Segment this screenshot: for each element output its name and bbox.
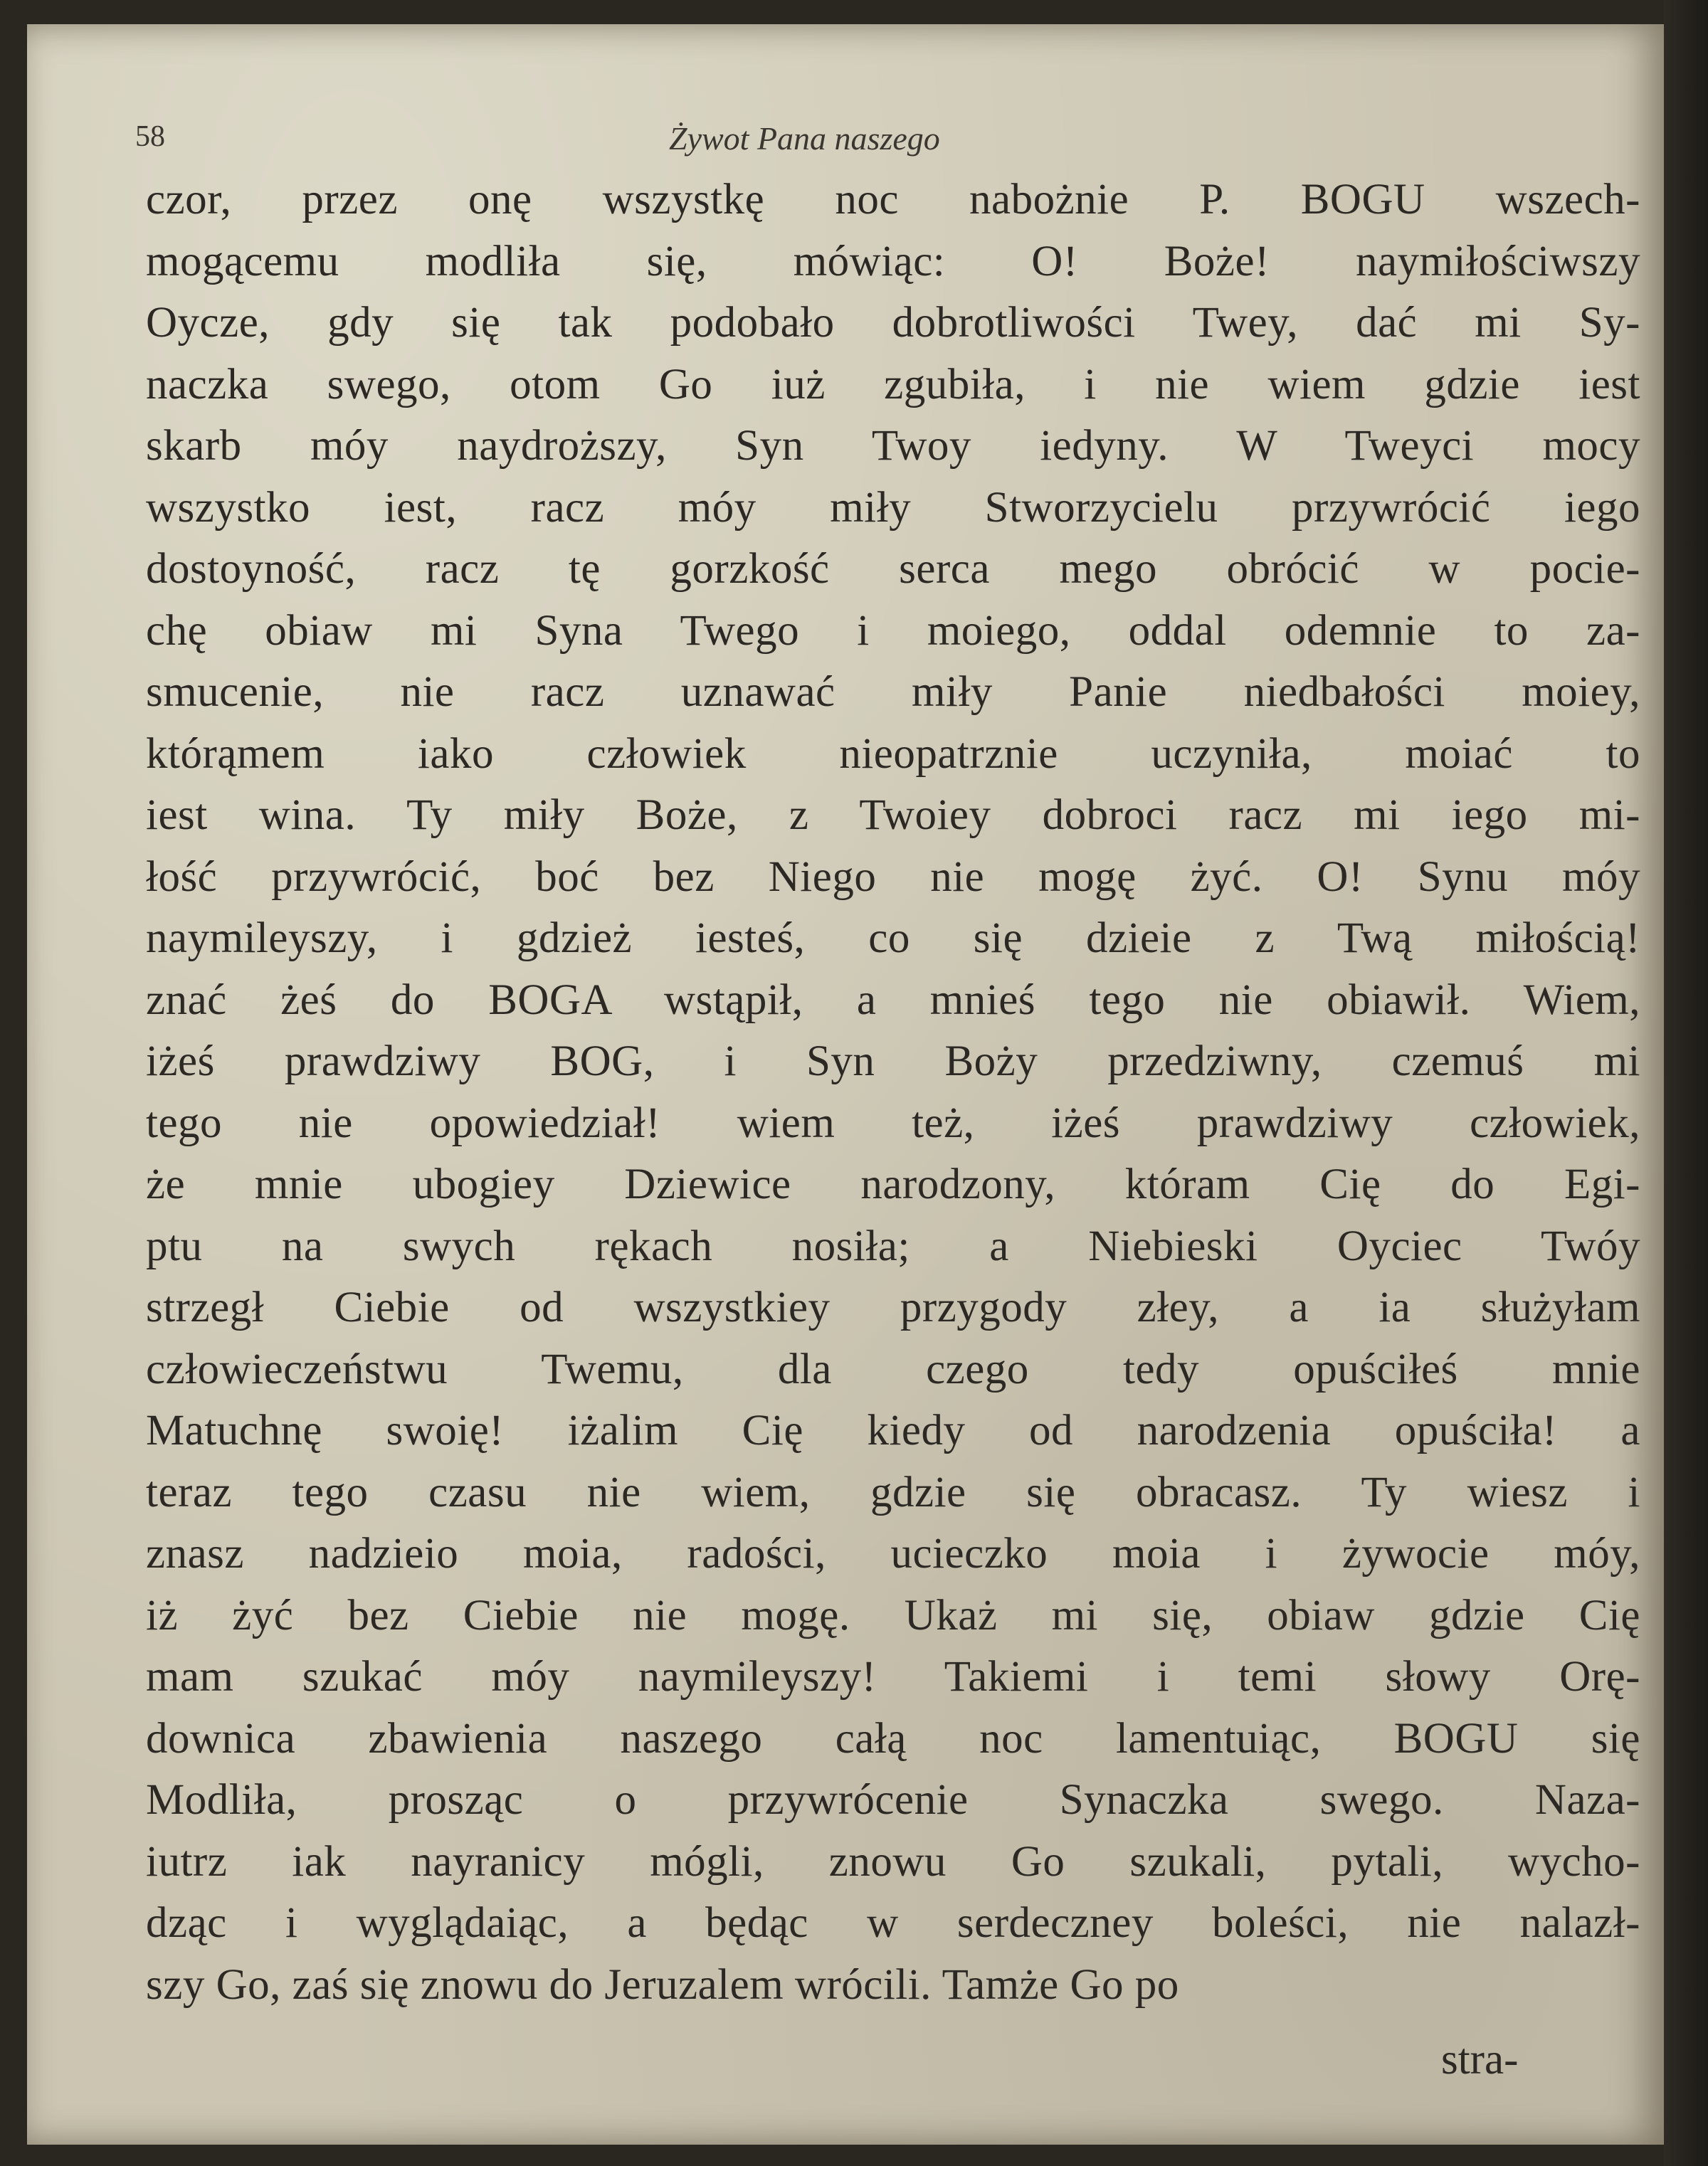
text-line: mam szukać móy naymileyszy! Takiemi i temi słowy Orę- bbox=[146, 1653, 1640, 1701]
text-line: Modliła, prosząc o przywrócenie Synaczka swego. Naza- bbox=[146, 1776, 1640, 1824]
text-line: czor, przez onę wszystkę noc nabożnie P. BOGU wszech- bbox=[146, 176, 1640, 223]
text-line: którąmem iako człowiek nieopatrznie uczyniła, moiać to bbox=[146, 729, 1640, 778]
text-line: łość przywrócić, boć bez Niego nie mogę żyć. O! Synu móy bbox=[146, 852, 1640, 901]
text-line: że mnie ubogiey Dziewice narodzony, któram Cię do Egi- bbox=[146, 1161, 1640, 1208]
text-line: znać żeś do BOGA wstąpił, a mnieś tego nie obiawił. Wiem, bbox=[146, 976, 1640, 1024]
text-line: znasz nadzieio moia, radości, ucieczko moia i żywocie móy, bbox=[146, 1530, 1640, 1578]
text-line: teraz tego czasu nie wiem, gdzie się obracasz. Ty wiesz i bbox=[146, 1468, 1640, 1516]
text-line: naymileyszy, i gdzież iesteś, co się dzieie z Twą miłością! bbox=[146, 914, 1640, 962]
text-line: dząc i wyglądaiąc, a będąc w serdeczney boleści, nie nalazł- bbox=[146, 1899, 1640, 1947]
text-line: smucenie, nie racz uznawać miły Panie niedbałości moiey, bbox=[146, 668, 1640, 716]
text-line: dostoyność, racz tę gorzkość serca mego obrócić w pocie- bbox=[146, 545, 1640, 593]
text-line: skarb móy naydroższy, Syn Twoy iedyny. W Tweyci mocy bbox=[146, 422, 1640, 470]
text-line: iutrz iak nayranicy mógli, znowu Go szukali, pytali, wycho- bbox=[146, 1837, 1640, 1886]
text-line: Matuchnę swoię! iżalim Cię kiedy od narodzenia opuściła! a bbox=[146, 1407, 1640, 1454]
running-head bbox=[135, 120, 1630, 162]
text-line: wszystko iest, racz móy miły Stworzycielu przywrócić iego bbox=[146, 483, 1640, 532]
text-line: strzegł Ciebie od wszystkiey przygody złey, a ia służyłam bbox=[146, 1284, 1640, 1331]
book-binding-edge bbox=[1664, 0, 1708, 2166]
text-line: chę obiaw mi Syna Twego i moiego, oddal odemnie to za- bbox=[146, 606, 1640, 655]
body-text bbox=[146, 169, 1640, 2016]
text-line: mogącemu modliła się, mówiąc: O! Boże! naymiłościwszy bbox=[146, 237, 1640, 285]
text-line: szy Go, zaś się znowu do Jeruzalem wrócili. Tamże Go po bbox=[146, 1960, 1179, 2009]
page-number: 58 bbox=[135, 120, 165, 153]
text-line: iżeś prawdziwy BOG, i Syn Boży przedziwny, czemuś mi bbox=[146, 1037, 1640, 1085]
running-title: Żywot Pana naszego bbox=[669, 120, 940, 157]
text-line: tego nie opowiedział! wiem też, iżeś prawdziwy człowiek, bbox=[146, 1099, 1640, 1147]
text-line: Oycze, gdy się tak podobało dobrotliwości Twey, dać mi Sy- bbox=[146, 299, 1640, 347]
text-line: downica zbawienia naszego całą noc lamentuiąc, BOGU się bbox=[146, 1714, 1640, 1763]
catchword: stra- bbox=[1441, 2036, 1519, 2083]
text-line: naczka swego, otom Go iuż zgubiła, i nie wiem gdzie iest bbox=[146, 360, 1640, 408]
text-line: ptu na swych rękach nosiła; a Niebieski Oyciec Twóy bbox=[146, 1222, 1640, 1270]
text-line: iest wina. Ty miły Boże, z Twoiey dobroci racz mi iego mi- bbox=[146, 791, 1640, 839]
text-line: człowieczeństwu Twemu, dla czego tedy opuściłeś mnie bbox=[146, 1345, 1640, 1393]
text-line: iż żyć bez Ciebie nie mogę. Ukaż mi się, obiaw gdzie Cię bbox=[146, 1591, 1640, 1639]
